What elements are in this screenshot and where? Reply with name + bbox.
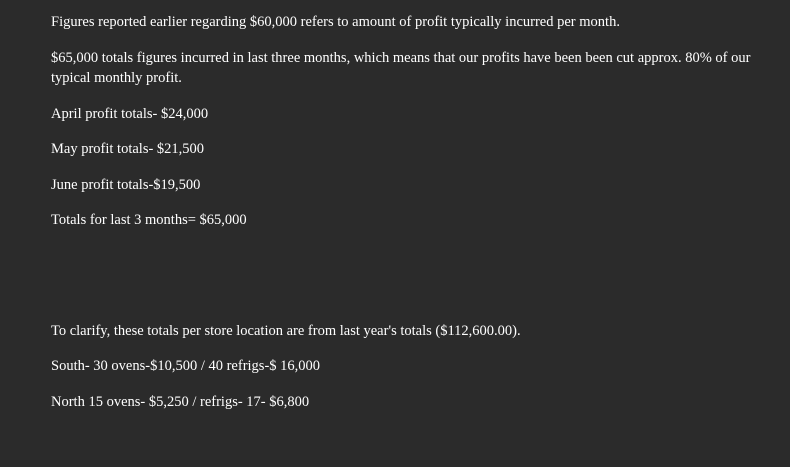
paragraph-june-profit: June profit totals-$19,500 — [51, 177, 201, 193]
paragraph-three-month-total: Totals for last 3 months= $65,000 — [51, 212, 247, 228]
paragraph-three-month-totals: $65,000 totals figures incurred in last three months, which means that our profits have been been cut approx. 80% of our typical monthly profit. — [51, 50, 751, 86]
paragraph-clarification: To clarify, these totals per store location are from last year's totals ($112,600.00). — [51, 323, 521, 339]
paragraph-north-store: North 15 ovens- $5,250 / refrigs- 17- $6,800 — [51, 394, 310, 410]
paragraph-april-profit: April profit totals- $24,000 — [51, 106, 209, 122]
paragraph-may-profit: May profit totals- $21,500 — [51, 141, 205, 157]
paragraph-south-store: South- 30 ovens-$10,500 / 40 refrigs-$ 16,000 — [51, 358, 321, 374]
paragraph-typical-monthly-profit: Figures reported earlier regarding $60,000 refers to amount of profit typically incurred per month. — [51, 14, 620, 30]
